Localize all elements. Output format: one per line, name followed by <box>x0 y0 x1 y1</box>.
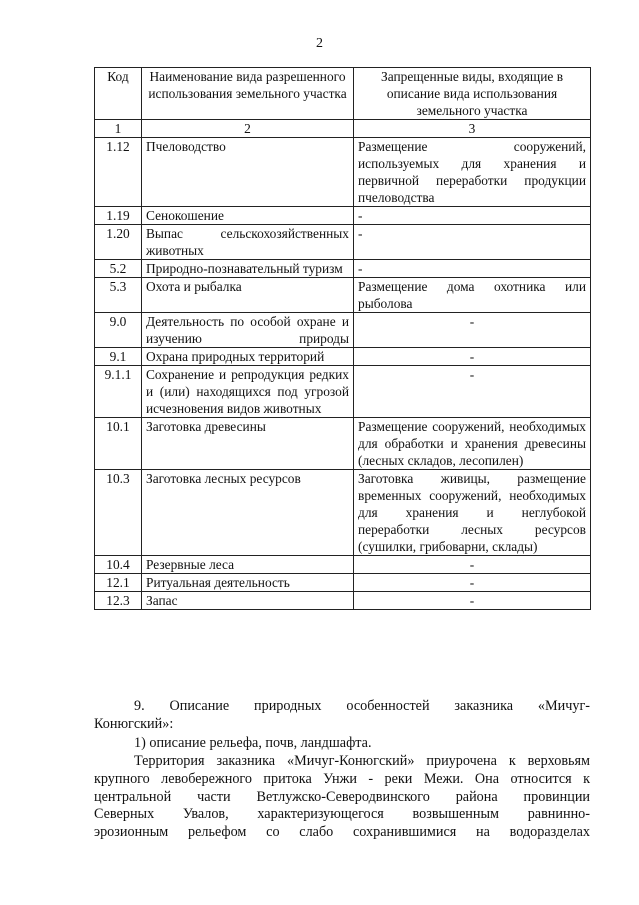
row-forbidden: - <box>354 592 591 610</box>
header-name: Наименование вида разрешенного использования земельного участка <box>142 68 354 120</box>
table-row <box>95 313 591 348</box>
row-code: 1.12 <box>95 138 142 207</box>
row-name: Сохранение и репродукция редких и (или) находящихся под угрозой исчезновения видов животных <box>142 366 354 418</box>
row-forbidden: Заготовка живицы, размещение временных сооружений, необходимых для хранения и неглубокой переработки лесных ресурсов (сушилки, грибоварни, склады) <box>354 470 591 556</box>
land-use-table <box>94 67 591 610</box>
column-number: 1 <box>95 120 142 138</box>
table-row <box>95 278 591 313</box>
table-row <box>95 138 591 207</box>
row-forbidden: Размещение сооружений, используемых для хранения и первичной переработки продукции пчеловодства <box>354 138 591 207</box>
paragraph-line: крупного левобережного притока Унжи - реки Межи. Она относится к <box>94 770 590 787</box>
row-name: Выпас сельскохозяйственных животных <box>142 225 354 260</box>
table-row <box>95 418 591 470</box>
table-row <box>95 556 591 574</box>
row-code: 1.19 <box>95 207 142 225</box>
row-code: 10.3 <box>95 470 142 556</box>
row-code: 9.1.1 <box>95 366 142 418</box>
table-header-row <box>95 68 591 120</box>
row-name: Природно-познавательный туризм <box>142 260 354 278</box>
table-row <box>95 207 591 225</box>
row-code: 12.1 <box>95 574 142 592</box>
row-forbidden: - <box>354 225 591 260</box>
row-name: Охота и рыбалка <box>142 278 354 313</box>
paragraph-line: Территория заказника «Мичуг-Конюгский» приурочена к верховьям <box>134 753 590 769</box>
section-heading-line: Конюгский»: <box>94 715 174 732</box>
row-code: 9.0 <box>95 313 142 348</box>
table-row <box>95 348 591 366</box>
row-code: 1.20 <box>95 225 142 260</box>
row-code: 5.3 <box>95 278 142 313</box>
row-forbidden: - <box>354 313 591 348</box>
row-name: Деятельность по особой охране и изучению природы <box>142 313 354 348</box>
section-subheading: 1) описание рельефа, почв, ландшафта. <box>134 735 372 751</box>
row-forbidden: - <box>354 348 591 366</box>
section-heading-line: 9. Описание природных особенностей заказника «Мичуг- <box>134 698 590 714</box>
row-code: 9.1 <box>95 348 142 366</box>
paragraph-line: центральной части Ветлужско-Северодвинского района провинции <box>94 788 590 805</box>
row-name: Резервные леса <box>142 556 354 574</box>
row-name: Сенокошение <box>142 207 354 225</box>
table-row <box>95 470 591 556</box>
paragraph-line: Северных Увалов, характеризующегося возвышенным равнинно- <box>94 806 590 823</box>
section-heading <box>94 698 590 734</box>
table-column-number-row <box>95 120 591 138</box>
row-forbidden: - <box>354 366 591 418</box>
section-paragraph <box>94 753 590 842</box>
row-name: Ритуальная деятельность <box>142 574 354 592</box>
table-row <box>95 225 591 260</box>
row-name: Заготовка древесины <box>142 418 354 470</box>
row-code: 10.4 <box>95 556 142 574</box>
row-forbidden: Размещение дома охотника или рыболова <box>354 278 591 313</box>
row-name: Заготовка лесных ресурсов <box>142 470 354 556</box>
row-code: 12.3 <box>95 592 142 610</box>
column-number: 3 <box>354 120 591 138</box>
row-name: Запас <box>142 592 354 610</box>
paragraph-line: эрозионным рельефом со слабо сохранившимися на водоразделах <box>94 824 590 841</box>
column-number: 2 <box>142 120 354 138</box>
table-row <box>95 260 591 278</box>
row-code: 5.2 <box>95 260 142 278</box>
row-code: 10.1 <box>95 418 142 470</box>
header-forbidden: Запрещенные виды, входящие в описание вида использования земельного участка <box>354 68 591 120</box>
table-row <box>95 592 591 610</box>
row-name: Пчеловодство <box>142 138 354 207</box>
row-forbidden: - <box>354 207 591 225</box>
row-forbidden: - <box>354 260 591 278</box>
page-number: 2 <box>316 36 323 51</box>
row-forbidden: - <box>354 574 591 592</box>
row-forbidden: - <box>354 556 591 574</box>
table-row <box>95 366 591 418</box>
row-name: Охрана природных территорий <box>142 348 354 366</box>
table-row <box>95 574 591 592</box>
header-code: Код <box>95 68 142 120</box>
row-forbidden: Размещение сооружений, необходимых для обработки и хранения древесины (лесных складов, лесопилен) <box>354 418 591 470</box>
